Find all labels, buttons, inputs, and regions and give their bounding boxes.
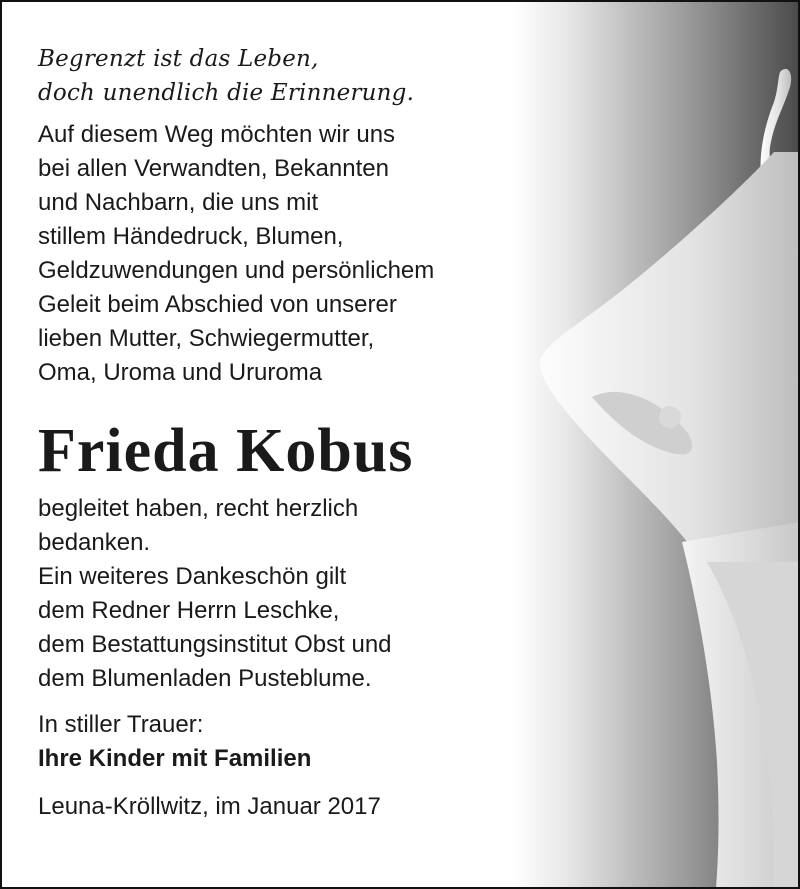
thanks-paragraph — [38, 492, 518, 696]
deceased-name: Frieda Kobus — [38, 417, 414, 485]
thanks-line: Ein weiteres Dankeschön gilt — [38, 563, 347, 590]
mourning-label: In stiller Trauer: — [38, 711, 204, 738]
intro-line: stillem Händedruck, Blumen, — [38, 223, 344, 250]
place-date: Leuna-Kröllwitz, im Januar 2017 — [38, 793, 381, 820]
thanks-line: dem Bestattungsinstitut Obst und — [38, 631, 392, 658]
calla-lily-photo — [512, 2, 800, 889]
intro-line: Geleit beim Abschied von unserer — [38, 291, 397, 318]
intro-line: Geldzuwendungen und persönlichem — [38, 257, 435, 284]
intro-line: und Nachbarn, die uns mit — [38, 189, 319, 216]
motto-line: doch unendlich die Erinnerung. — [38, 80, 415, 106]
text-column — [38, 42, 518, 824]
calla-lily-icon — [512, 2, 800, 889]
intro-line: lieben Mutter, Schwiegermutter, — [38, 325, 375, 352]
intro-line: Auf diesem Weg möchten wir uns — [38, 121, 396, 148]
thanks-line: dem Blumenladen Pusteblume. — [38, 665, 372, 692]
mourners-signature: Ihre Kinder mit Familien — [38, 745, 312, 772]
motto-line: Begrenzt ist das Leben, — [38, 46, 319, 72]
motto — [38, 42, 518, 110]
mourning-block — [38, 708, 518, 776]
thanks-line: begleitet haben, recht herzlich — [38, 495, 359, 522]
intro-paragraph — [38, 118, 518, 390]
thanks-line: dem Redner Herrn Leschke, — [38, 597, 340, 624]
intro-line: Oma, Uroma und Ururoma — [38, 359, 323, 386]
intro-line: bei allen Verwandten, Bekannten — [38, 155, 389, 182]
thanks-line: bedanken. — [38, 529, 151, 556]
